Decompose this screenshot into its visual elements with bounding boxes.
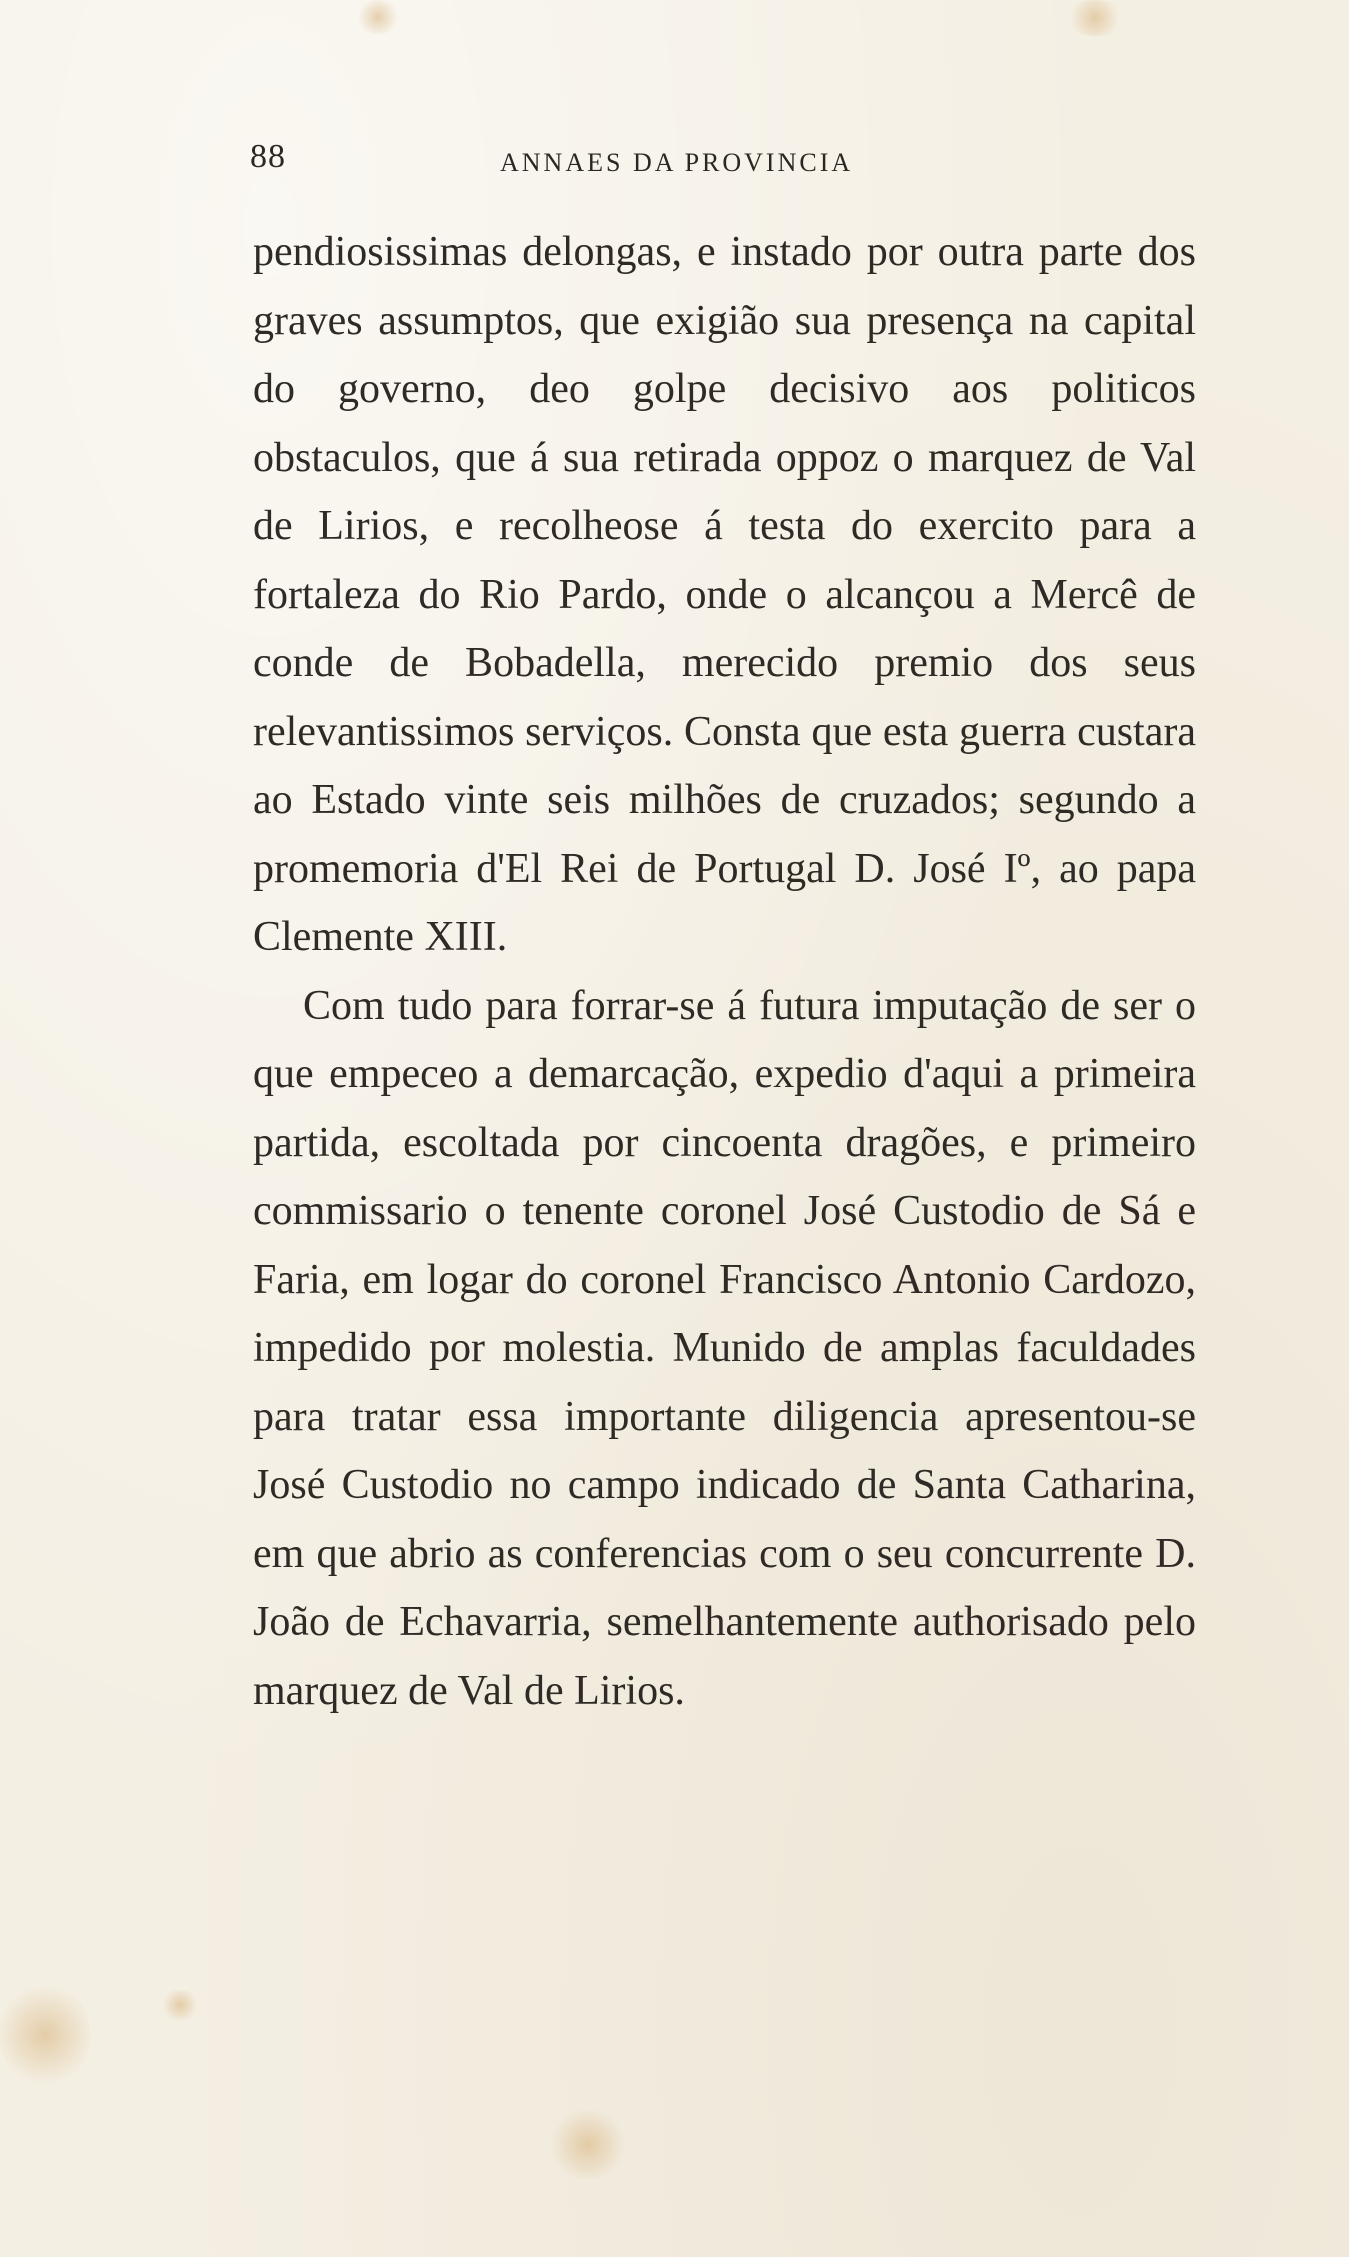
stain: [0, 1980, 90, 2090]
running-title: ANNAES DA PROVINCIA: [500, 148, 854, 177]
stain: [548, 2110, 628, 2180]
stain: [1065, 0, 1125, 36]
stain: [355, 0, 401, 34]
running-head: [250, 138, 1190, 188]
paragraph: Com tudo para forrar-se á futura imputação de ser o que empeceo a demarcação, expedio d'aqui a primeira partida, escoltada por cincoenta dragões, e primeiro commissario o tenente coronel José Custodio de Sá e Faria, em logar do coronel Francisco Antonio Cardozo, impedido por molestia. Munido de amplas faculdades para tratar essa importante diligencia apresentou-se José Custodio no campo indicado de Santa Catharina, em que abrio as conferencias com o seu concurrente D. João de Echavarria, semelhantemente authorisado pelo marquez de Val de Lirios.: [253, 982, 1196, 1714]
stain: [160, 1990, 200, 2020]
body-text: [253, 218, 1196, 1725]
paragraph: pendiosissimas delongas, e instado por outra parte dos graves assumptos, que exigião sua presença na capital do governo, deo golpe decisivo aos politicos obstaculos, que á sua retirada oppoz o marquez de Val de Lirios, e recolheose á testa do exercito para a fortaleza do Rio Pardo, onde o alcançou a Mercê de conde de Bobadella, merecido premio dos seus relevantissimos serviços. Consta que esta guerra custara ao Estado vinte seis milhões de cruzados; segundo a promemoria d'El Rei de Portugal D. José Iº, ao papa Clemente XIII.: [253, 229, 1196, 960]
page-number: 88: [250, 138, 286, 175]
